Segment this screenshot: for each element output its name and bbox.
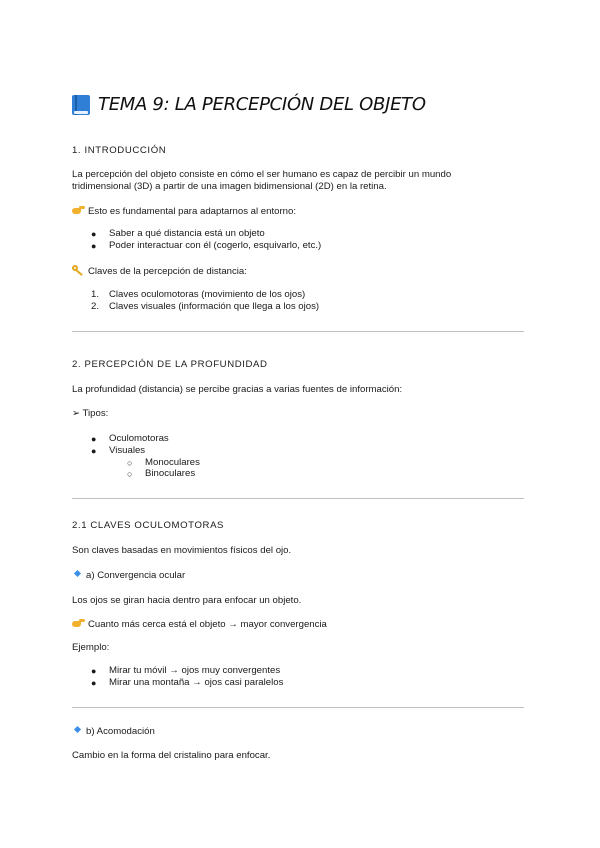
small-blue-diamond-icon	[74, 570, 81, 577]
sub-list-item: Monoculares	[145, 457, 200, 468]
bullet-marker: ●	[91, 241, 97, 251]
section-heading-profundidad: 2. PERCEPCIÓN DE LA PROFUNDIDAD	[72, 359, 268, 370]
document-title	[72, 94, 426, 115]
example-label: Ejemplo:	[72, 642, 110, 653]
oculomotor-paragraph: Son claves basadas en movimientos físicos del ojo.	[72, 545, 292, 556]
distance-keys-text: Claves de la percepción de distancia:	[88, 266, 247, 277]
numbered-marker: 2.	[91, 301, 100, 312]
list-item: Mirar tu móvil → ojos muy convergentes	[109, 665, 281, 676]
subheading-acomodacion-text: b) Acomodación	[86, 726, 155, 737]
numbered-marker: 1.	[91, 289, 100, 300]
numbered-item: Claves visuales (información que llega a los ojos)	[109, 301, 320, 312]
bullet-marker: ●	[91, 434, 97, 444]
accommodation-paragraph: Cambio en la forma del cristalino para enfocar.	[72, 750, 271, 761]
subheading-convergencia-text: a) Convergencia ocular	[86, 570, 186, 581]
bullet-marker: ●	[91, 229, 97, 239]
list-item: Mirar una montaña → ojos casi paralelos	[109, 677, 284, 688]
numbered-item: Claves oculomotoras (movimiento de los ojos)	[109, 289, 306, 300]
bullet-marker: ●	[91, 678, 97, 688]
convergence-note-text: Cuanto más cerca está el objeto → mayor convergencia	[88, 619, 327, 630]
section-heading-oculomotoras: 2.1 CLAVES OCULOMOTORAS	[72, 520, 225, 531]
convergence-note	[72, 618, 327, 631]
section-divider	[72, 707, 524, 708]
section-divider	[72, 331, 524, 332]
pointing-hand-icon	[72, 205, 85, 215]
list-item: Oculomotoras	[109, 433, 169, 444]
distance-keys-label	[72, 265, 247, 278]
sub-bullet-marker: ○	[127, 469, 133, 479]
bullet-marker: ●	[91, 446, 97, 456]
sub-bullet-marker: ○	[127, 458, 133, 468]
subheading-acomodacion	[72, 726, 155, 738]
bullet-marker: ●	[91, 666, 97, 676]
subheading-convergencia	[72, 570, 185, 582]
section-divider	[72, 498, 524, 499]
list-item: Saber a qué distancia está un objeto	[109, 228, 265, 239]
section-heading-introduccion: 1. INTRODUCCIÓN	[72, 145, 167, 156]
intro-note-text: Esto es fundamental para adaptarnos al entorno:	[88, 206, 297, 217]
convergence-paragraph: Los ojos se giran hacia dentro para enfocar un objeto.	[72, 595, 302, 606]
small-blue-diamond-icon	[74, 726, 81, 733]
sub-list-item: Binoculares	[145, 468, 196, 479]
list-item: Poder interactuar con él (cogerlo, esquivarlo, etc.)	[109, 240, 322, 251]
blue-book-icon	[72, 95, 90, 115]
depth-paragraph: La profundidad (distancia) se percibe gracias a varias fuentes de información:	[72, 384, 403, 395]
list-item: Visuales	[109, 445, 146, 456]
intro-note	[72, 205, 296, 218]
key-icon	[72, 265, 85, 275]
pointing-hand-icon	[72, 618, 85, 628]
types-label: ➢ Tipos:	[72, 408, 109, 419]
intro-paragraph-line-2: tridimensional (3D) a partir de una imagen bidimensional (2D) en la retina.	[72, 181, 387, 192]
intro-paragraph-line-1: La percepción del objeto consiste en cómo el ser humano es capaz de percibir un mundo	[72, 169, 452, 180]
title-text: TEMA 9: LA PERCEPCIÓN DEL OBJETO	[98, 94, 426, 115]
